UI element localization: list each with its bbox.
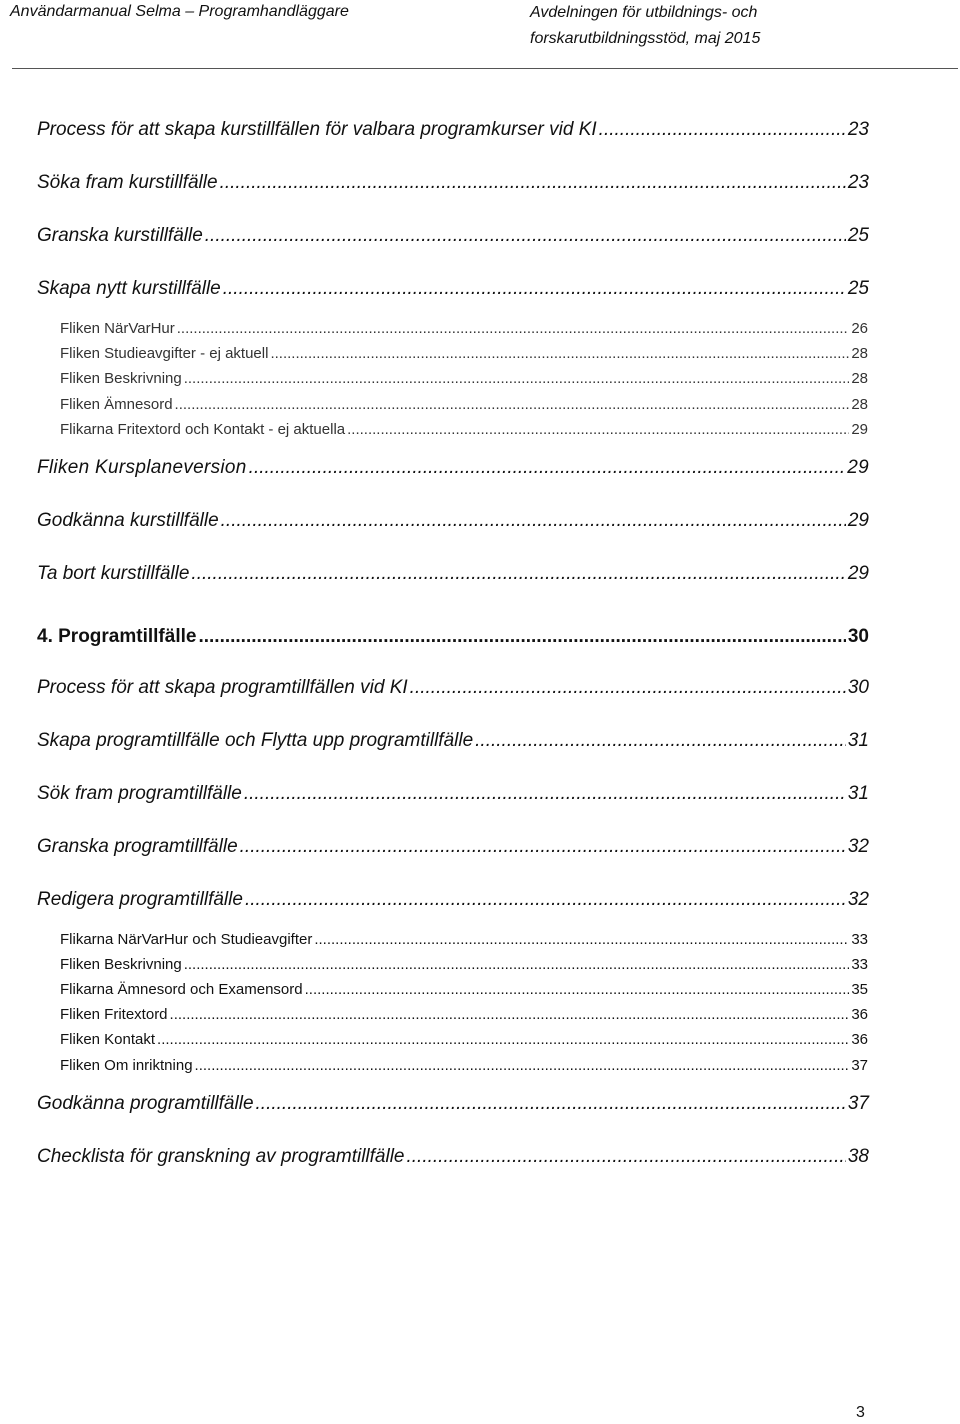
toc-entry[interactable] xyxy=(60,1031,868,1048)
toc-entry-title: Skapa programtillfälle och Flytta upp programtillfälle xyxy=(37,730,474,751)
toc-leader-dots xyxy=(221,510,846,532)
toc-leader-dots xyxy=(410,677,846,699)
toc-entry[interactable] xyxy=(37,119,869,141)
toc-entry-title: Fliken Om inriktning xyxy=(60,1057,193,1074)
toc-entry-page: 37 xyxy=(847,1093,869,1114)
toc-entry[interactable] xyxy=(37,730,869,752)
toc-entry-title: Granska programtillfälle xyxy=(37,836,238,857)
toc-entry-title: Fliken Kursplaneversion xyxy=(37,457,247,478)
toc-entry-title: Granska kurstillfälle xyxy=(37,225,203,246)
toc-entry-title: Flikarna Fritextord och Kontakt - ej aktuella xyxy=(60,421,346,438)
toc-leader-dots xyxy=(184,956,850,973)
toc-entry[interactable] xyxy=(60,345,868,362)
toc-entry-page: 33 xyxy=(851,931,868,948)
toc-entry-page: 29 xyxy=(851,421,868,438)
toc-entry[interactable] xyxy=(60,1057,868,1074)
toc-entry[interactable] xyxy=(60,396,868,413)
page-header xyxy=(0,0,960,70)
toc-entry-title: Fliken NärVarHur xyxy=(60,320,175,337)
toc-leader-dots xyxy=(205,225,846,247)
toc-entry-title: Checklista för granskning av programtillfälle xyxy=(37,1146,405,1167)
toc-entry[interactable] xyxy=(60,421,868,438)
toc-leader-dots xyxy=(347,421,849,438)
toc-entry[interactable] xyxy=(37,1146,869,1168)
toc-entry-page: 35 xyxy=(851,981,868,998)
toc-entry[interactable] xyxy=(60,1006,868,1023)
toc-entry-title: Redigera programtillfälle xyxy=(37,889,243,910)
toc-leader-dots xyxy=(223,278,846,300)
toc-entry-page: 31 xyxy=(847,730,869,751)
toc-leader-dots xyxy=(305,981,850,998)
toc-entry-page: 38 xyxy=(847,1146,869,1167)
toc-entry-page: 32 xyxy=(847,889,869,910)
header-department-line1: Avdelningen för utbildnings- och xyxy=(530,4,758,21)
header-rule xyxy=(12,68,958,69)
toc-leader-dots xyxy=(599,119,846,141)
toc-leader-dots xyxy=(256,1093,846,1115)
toc-entry-title: Söka fram kurstillfälle xyxy=(37,172,218,193)
toc-entry-page: 29 xyxy=(847,510,869,531)
toc-entry-title: Godkänna programtillfälle xyxy=(37,1093,254,1114)
toc-leader-dots xyxy=(270,345,849,362)
toc-entry-title: Fliken Studieavgifter - ej aktuell xyxy=(60,345,269,362)
toc-entry-title: Fliken Beskrivning xyxy=(60,370,182,387)
toc-leader-dots xyxy=(184,370,850,387)
toc-entry-page: 28 xyxy=(851,345,868,362)
toc-entry[interactable] xyxy=(60,931,868,948)
toc-entry-title: Skapa nytt kurstillfälle xyxy=(37,278,221,299)
toc-chapter-entry[interactable] xyxy=(37,626,869,648)
toc-leader-dots xyxy=(191,563,845,585)
toc-entry[interactable] xyxy=(37,457,869,479)
toc-entry-title: Fliken Beskrivning xyxy=(60,956,182,973)
toc-leader-dots xyxy=(195,1057,850,1074)
toc-entry-title: Fliken Ämnesord xyxy=(60,396,173,413)
toc-leader-dots xyxy=(475,730,846,752)
toc-leader-dots xyxy=(220,172,846,194)
toc-entry[interactable] xyxy=(37,172,869,194)
toc-entry-page: 28 xyxy=(851,396,868,413)
toc-entry-page: 30 xyxy=(847,626,869,647)
toc-entry-page: 37 xyxy=(851,1057,868,1074)
toc-leader-dots xyxy=(407,1146,846,1168)
header-document-title: Användarmanual Selma – Programhandläggare xyxy=(10,3,349,20)
toc-entry-title: Godkänna kurstillfälle xyxy=(37,510,219,531)
toc-entry-page: 25 xyxy=(847,225,869,246)
toc-leader-dots xyxy=(245,889,846,911)
toc-entry-title: Process för att skapa kurstillfällen för valbara programkurser vid KI xyxy=(37,119,597,140)
toc-leader-dots xyxy=(198,626,845,648)
toc-entry-page: 23 xyxy=(847,172,869,193)
toc-entry-title: Fliken Kontakt xyxy=(60,1031,156,1048)
toc-entry-page: 29 xyxy=(847,563,869,584)
toc-entry[interactable] xyxy=(37,278,869,300)
toc-entry-title: Flikarna Ämnesord och Examensord xyxy=(60,981,303,998)
toc-entry[interactable] xyxy=(37,563,869,585)
toc-entry-page: 32 xyxy=(847,836,869,857)
toc-entry[interactable] xyxy=(60,981,868,998)
toc-entry[interactable] xyxy=(60,956,868,973)
toc-leader-dots xyxy=(249,457,846,479)
toc-entry-title: Fliken Fritextord xyxy=(60,1006,168,1023)
toc-entry-page: 29 xyxy=(847,457,869,478)
toc-leader-dots xyxy=(157,1031,849,1048)
toc-entry[interactable] xyxy=(37,225,869,247)
toc-entry-title: Flikarna NärVarHur och Studieavgifter xyxy=(60,931,313,948)
page-number: 3 xyxy=(856,1404,865,1421)
toc-entry-title: Process för att skapa programtillfällen vid KI xyxy=(37,677,408,698)
toc-entry[interactable] xyxy=(37,783,869,805)
header-department xyxy=(530,0,760,52)
header-department-line2: forskarutbildningsstöd, maj 2015 xyxy=(530,30,761,47)
toc-leader-dots xyxy=(240,836,846,858)
toc-entry-page: 23 xyxy=(847,119,869,140)
toc-entry[interactable] xyxy=(37,836,869,858)
toc-entry[interactable] xyxy=(37,677,869,699)
toc-entry-title: Sök fram programtillfälle xyxy=(37,783,242,804)
toc-entry-page: 36 xyxy=(851,1031,868,1048)
toc-entry-page: 25 xyxy=(847,278,869,299)
toc-entry-page: 28 xyxy=(851,370,868,387)
toc-leader-dots xyxy=(170,1006,850,1023)
toc-entry-page: 30 xyxy=(847,677,869,698)
toc-entry[interactable] xyxy=(60,320,868,337)
toc-entry-title: 4. Programtillfälle xyxy=(37,626,197,647)
toc-entry[interactable] xyxy=(37,1093,869,1115)
toc-entry-page: 26 xyxy=(851,320,868,337)
toc-leader-dots xyxy=(175,396,850,413)
toc-leader-dots xyxy=(177,320,850,337)
toc-leader-dots xyxy=(314,931,849,948)
toc-entry-page: 33 xyxy=(851,956,868,973)
toc-entry[interactable] xyxy=(60,370,868,387)
toc-entry-page: 31 xyxy=(847,783,869,804)
toc-entry-title: Ta bort kurstillfälle xyxy=(37,563,190,584)
toc-entry[interactable] xyxy=(37,889,869,911)
toc-entry[interactable] xyxy=(37,510,869,532)
toc-leader-dots xyxy=(244,783,846,805)
toc-entry-page: 36 xyxy=(851,1006,868,1023)
